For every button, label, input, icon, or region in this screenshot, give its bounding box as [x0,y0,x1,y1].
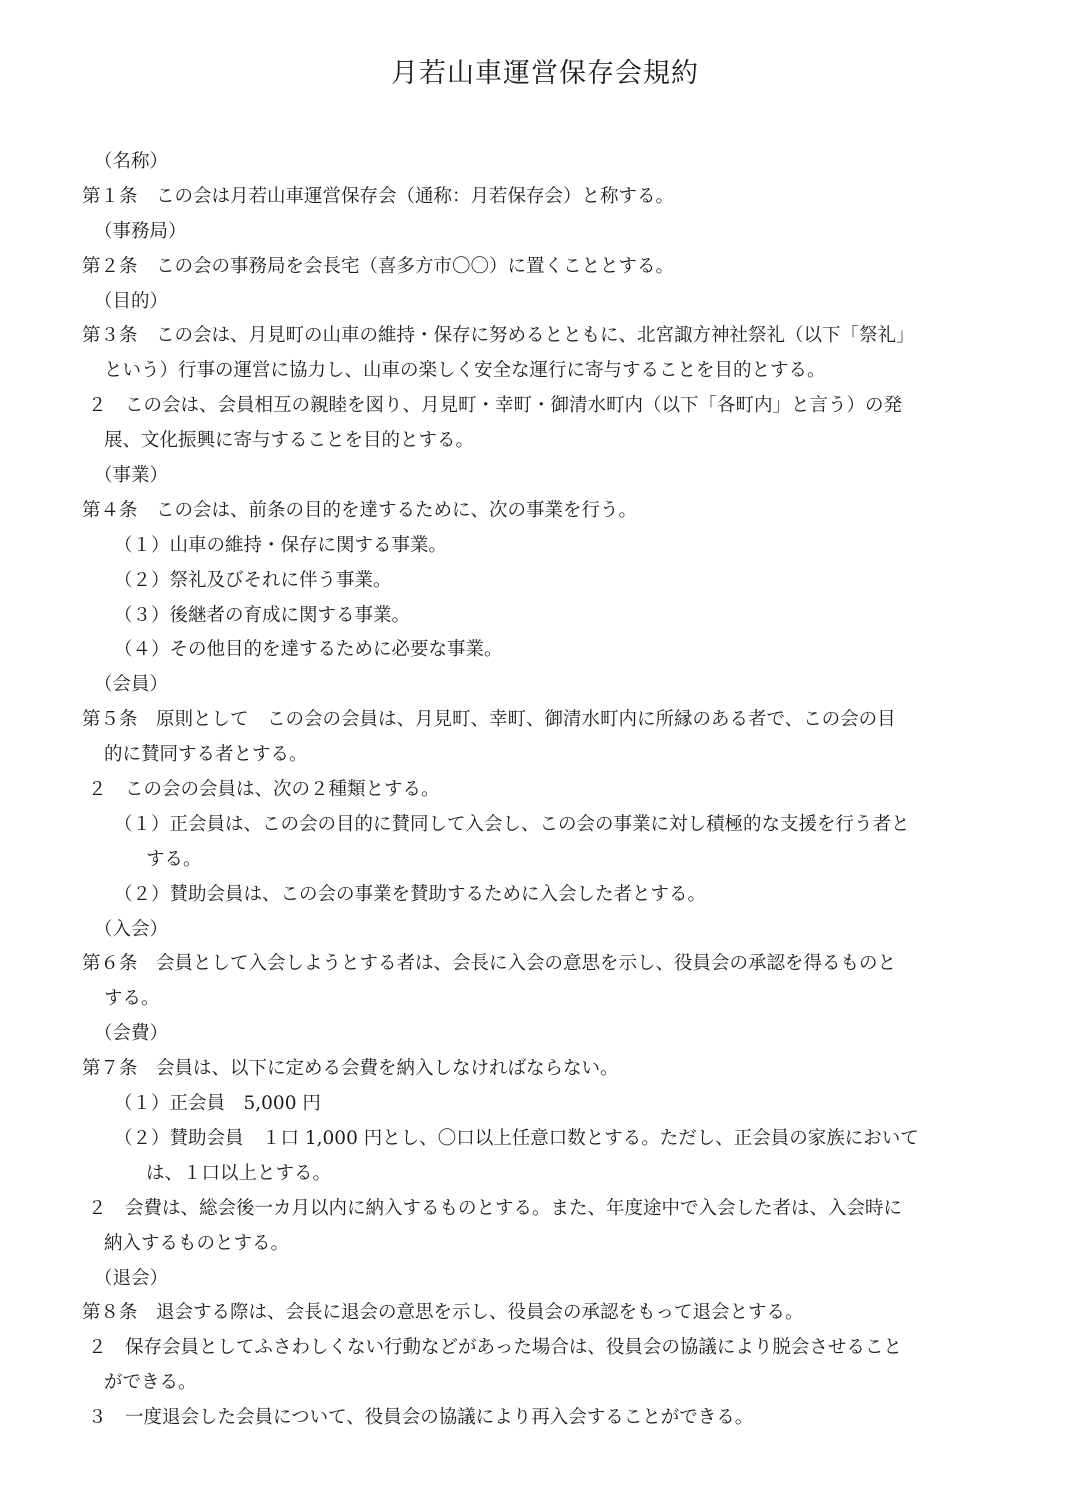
list-item: （１）正会員は、この会の目的に賛同して入会し、この会の事業に対し積極的な支援を行う者と [114,813,910,835]
article-line: 第１条 この会は月若山車運営保存会（通称：月若保存会）と称する。 [82,185,675,207]
document-body [82,145,1022,1436]
article-line: 第７条 会員は、以下に定める会費を納入しなければならない。 [82,1058,619,1080]
continuation-line: は、１口以上とする。 [146,1162,332,1184]
article-line: 第３条 この会は、月見町の山車の維持・保存に努めるとともに、北宮諏方神社祭礼（以下「祭礼」 [82,325,915,347]
continuation-line: という）行事の運営に協力し、山車の楽しく安全な運行に寄与することを目的とする。 [104,360,826,382]
continuation-line: 的に賛同する者とする。 [104,744,308,766]
section-heading: （目的） [94,290,169,312]
list-item: （２）賛助会員 １口 1,000 円とし、〇口以上任意口数とする。ただし、正会員の家族において [114,1127,919,1149]
article-line: 第８条 退会する際は、会長に退会の意思を示し、役員会の承認をもって退会とする。 [82,1302,804,1324]
paragraph-line: ２ この会の会員は、次の２種類とする。 [88,779,440,801]
article-line: 第６条 会員として入会しようとする者は、会長に入会の意思を示し、役員会の承認を得るものと [82,953,897,975]
continuation-line: する。 [146,848,202,870]
section-heading: （入会） [94,918,169,940]
continuation-line: する。 [104,988,160,1010]
paragraph-line: ２ この会は、会員相互の親睦を図り、月見町・幸町・御清水町内（以下「各町内」と言う）の発 [88,395,903,417]
list-item: （１）正会員 5,000 円 [114,1093,321,1115]
paragraph-line: ２ 会費は、総会後一カ月以内に納入するものとする。また、年度途中で入会した者は、入会時に [88,1197,903,1219]
list-item: （３）後継者の育成に関する事業。 [114,604,411,626]
paragraph-line: ２ 保存会員としてふさわしくない行動などがあった場合は、役員会の協議により脱会させること [88,1337,902,1359]
list-item: （２）賛助会員は、この会の事業を賛助するために入会した者とする。 [114,883,707,905]
section-heading: （会員） [94,674,169,696]
paragraph-line: ３ 一度退会した会員について、役員会の協議により再入会することができる。 [88,1407,754,1429]
section-heading: （名称） [94,151,169,172]
list-item: （１）山車の維持・保存に関する事業。 [114,534,448,556]
article-line: 第５条 原則として この会の会員は、月見町、幸町、御清水町内に所縁のある者で、この会の目 [82,709,896,731]
list-item: （２）祭礼及びそれに伴う事業。 [114,569,392,591]
section-heading: （事務局） [94,220,187,242]
section-heading: （事業） [94,465,169,487]
continuation-line: ができる。 [104,1372,197,1394]
continuation-line: 展、文化振興に寄与することを目的とする。 [104,430,475,452]
document-title: 月若山車運営保存会規約 [391,58,699,89]
section-heading: （退会） [94,1267,169,1289]
continuation-line: 納入するものとする。 [104,1232,290,1254]
section-heading: （会費） [94,1023,169,1045]
list-item: （４）その他目的を達するために必要な事業。 [114,639,503,661]
article-line: 第２条 この会の事務局を会長宅（喜多方市〇〇）に置くこととする。 [82,255,675,277]
article-line: 第４条 この会は、前条の目的を達するために、次の事業を行う。 [82,499,638,521]
